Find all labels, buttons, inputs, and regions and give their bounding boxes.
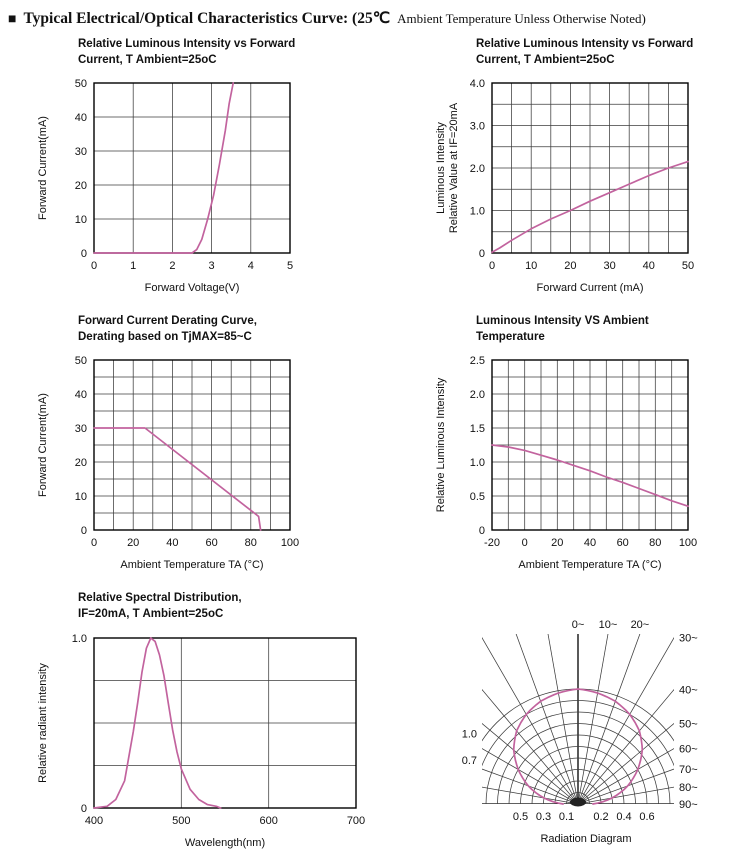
chart-title-line: Relative Luminous Intensity vs Forward — [476, 38, 694, 50]
svg-text:0.5: 0.5 — [512, 811, 529, 824]
svg-text:20: 20 — [564, 260, 577, 273]
svg-text:0: 0 — [478, 525, 485, 538]
chart-title-line: Derating based on TjMAX=85~C — [78, 331, 252, 344]
svg-text:2.0: 2.0 — [469, 389, 485, 402]
svg-text:80~: 80~ — [679, 782, 698, 795]
svg-text:40: 40 — [642, 260, 655, 273]
chart-luminous-intensity-vs-current — [428, 36, 731, 299]
svg-text:1.0: 1.0 — [71, 632, 87, 645]
svg-text:0: 0 — [478, 248, 485, 261]
svg-text:Relative Luminous Intensity: Relative Luminous Intensity — [435, 378, 447, 513]
svg-text:0: 0 — [521, 537, 528, 550]
svg-text:600: 600 — [259, 814, 278, 827]
luminous-intensity-vs-temperature-plot — [428, 348, 731, 576]
svg-text:2: 2 — [169, 260, 176, 273]
svg-text:700: 700 — [346, 814, 366, 827]
svg-text:20~: 20~ — [630, 619, 650, 632]
derating-curve-plot — [30, 348, 402, 576]
spectral-distribution-plot — [30, 626, 402, 854]
derating-curve-plot-svg — [30, 348, 306, 576]
chart-title-line: Current, T Ambient=25oC — [476, 54, 615, 67]
svg-text:Forward Current(mA): Forward Current(mA) — [37, 116, 49, 221]
svg-text:60: 60 — [616, 537, 629, 550]
chart-title — [78, 313, 402, 345]
svg-text:30: 30 — [74, 146, 87, 159]
svg-text:4: 4 — [247, 260, 254, 273]
chart-title — [78, 36, 402, 68]
svg-text:20: 20 — [127, 537, 140, 550]
svg-text:Radiation Diagram: Radiation Diagram — [540, 833, 632, 846]
svg-text:60~: 60~ — [679, 743, 698, 756]
chart-title-line: IF=20mA, T Ambient=25oC — [78, 608, 224, 621]
svg-text:10: 10 — [74, 491, 87, 504]
led-source-dot — [570, 798, 586, 807]
svg-text:10~: 10~ — [598, 619, 618, 632]
chart-derating-curve — [30, 313, 402, 576]
svg-text:80: 80 — [649, 537, 662, 550]
svg-text:50: 50 — [74, 355, 87, 368]
svg-text:60: 60 — [205, 537, 218, 550]
luminous-intensity-vs-current-plot — [428, 71, 731, 299]
svg-text:100: 100 — [678, 537, 698, 550]
chart-luminous-intensity-vs-temperature — [428, 313, 731, 576]
chart-title-line: Relative Luminous Intensity vs Forward — [78, 38, 296, 50]
svg-text:40: 40 — [583, 537, 597, 550]
svg-text:Forward Current(mA): Forward Current(mA) — [37, 393, 49, 498]
chart-forward-current-vs-voltage — [30, 36, 402, 299]
svg-text:30: 30 — [603, 260, 616, 273]
svg-text:50: 50 — [74, 78, 87, 91]
svg-text:Forward Current (mA): Forward Current (mA) — [536, 282, 644, 295]
chart-title-line: Current, T Ambient=25oC — [78, 54, 217, 67]
svg-text:50: 50 — [681, 260, 695, 273]
radiation-diagram-plot-svg — [428, 606, 728, 852]
chart-title-line: Relative Spectral Distribution, — [78, 592, 242, 605]
svg-text:2.5: 2.5 — [469, 355, 485, 368]
svg-text:0: 0 — [80, 525, 87, 538]
svg-text:20: 20 — [551, 537, 564, 550]
svg-text:40: 40 — [74, 389, 87, 402]
page-title-note: Ambient Temperature Unless Otherwise Noted) — [397, 11, 646, 26]
chart-title — [476, 313, 731, 345]
svg-text:1.0: 1.0 — [461, 729, 477, 742]
svg-text:Forward Voltage(V): Forward Voltage(V) — [144, 282, 240, 295]
svg-text:Ambient Temperature TA (°C): Ambient Temperature TA (°C) — [518, 559, 662, 572]
svg-text:Relative radiant intensity: Relative radiant intensity — [37, 662, 49, 783]
chart-title — [78, 590, 402, 622]
svg-text:0.1: 0.1 — [558, 811, 575, 824]
spectral-distribution-plot-svg — [30, 626, 372, 854]
svg-text:1.0: 1.0 — [469, 457, 485, 470]
svg-text:3.0: 3.0 — [469, 120, 485, 133]
svg-text:10: 10 — [74, 214, 87, 227]
forward-current-vs-voltage-plot-svg — [30, 71, 306, 299]
svg-text:0.5: 0.5 — [469, 491, 485, 504]
svg-text:Wavelength(nm): Wavelength(nm) — [184, 836, 266, 849]
svg-text:0.7: 0.7 — [461, 755, 477, 768]
chart-radiation-diagram — [428, 606, 731, 853]
page-header — [0, 0, 739, 30]
svg-text:40~: 40~ — [679, 684, 698, 697]
chart-title — [476, 36, 731, 68]
svg-text:1.5: 1.5 — [469, 423, 485, 436]
luminous-intensity-vs-current-plot-svg — [428, 71, 704, 299]
svg-text:2.0: 2.0 — [469, 163, 485, 176]
chart-spectral-distribution — [30, 590, 402, 853]
svg-text:0.3: 0.3 — [535, 811, 552, 824]
svg-text:Luminous Intensity: Luminous Intensity — [435, 122, 447, 215]
svg-text:500: 500 — [172, 814, 191, 827]
svg-text:40: 40 — [166, 537, 179, 550]
svg-text:0: 0 — [488, 260, 496, 273]
svg-text:20: 20 — [74, 457, 87, 470]
svg-text:30: 30 — [74, 423, 87, 436]
svg-text:0~: 0~ — [571, 619, 585, 632]
svg-text:0.6: 0.6 — [639, 811, 655, 824]
svg-text:90~: 90~ — [679, 799, 698, 812]
chart-title-line: Luminous Intensity VS Ambient — [476, 315, 649, 328]
svg-text:0: 0 — [90, 260, 98, 273]
radiation-diagram-plot — [428, 606, 731, 852]
svg-text:1.0: 1.0 — [469, 205, 485, 218]
svg-text:3: 3 — [208, 260, 215, 273]
svg-text:4.0: 4.0 — [469, 78, 485, 91]
page-title: Typical Electrical/Optical Characteristics Curve: (25℃ — [23, 10, 391, 27]
svg-text:20: 20 — [74, 180, 87, 193]
svg-text:400: 400 — [84, 814, 104, 827]
chart-title-line: Temperature — [476, 331, 545, 344]
chart-title-line: Forward Current Derating Curve, — [78, 315, 257, 328]
svg-text:0: 0 — [80, 248, 87, 261]
plot-curve — [94, 83, 233, 253]
svg-text:1: 1 — [130, 260, 137, 273]
luminous-intensity-vs-temperature-plot-svg — [428, 348, 704, 576]
header-bullet-icon: ■ — [8, 12, 17, 27]
svg-text:30~: 30~ — [679, 633, 698, 646]
svg-text:5: 5 — [286, 260, 294, 273]
svg-text:100: 100 — [280, 537, 300, 550]
charts-grid — [0, 30, 739, 854]
forward-current-vs-voltage-plot — [30, 71, 402, 299]
svg-text:0: 0 — [80, 802, 87, 815]
svg-text:70~: 70~ — [679, 764, 698, 777]
svg-text:0.2: 0.2 — [593, 811, 609, 824]
svg-text:10: 10 — [525, 260, 538, 273]
svg-text:50~: 50~ — [679, 718, 698, 731]
svg-text:-20: -20 — [484, 537, 500, 550]
svg-text:40: 40 — [74, 112, 87, 125]
svg-text:0: 0 — [90, 537, 98, 550]
svg-text:Ambient Temperature TA (°C): Ambient Temperature TA (°C) — [120, 559, 264, 572]
svg-text:Relative Value at IF=20mA: Relative Value at IF=20mA — [448, 103, 460, 234]
svg-text:80: 80 — [244, 537, 257, 550]
svg-text:0.4: 0.4 — [616, 811, 632, 824]
